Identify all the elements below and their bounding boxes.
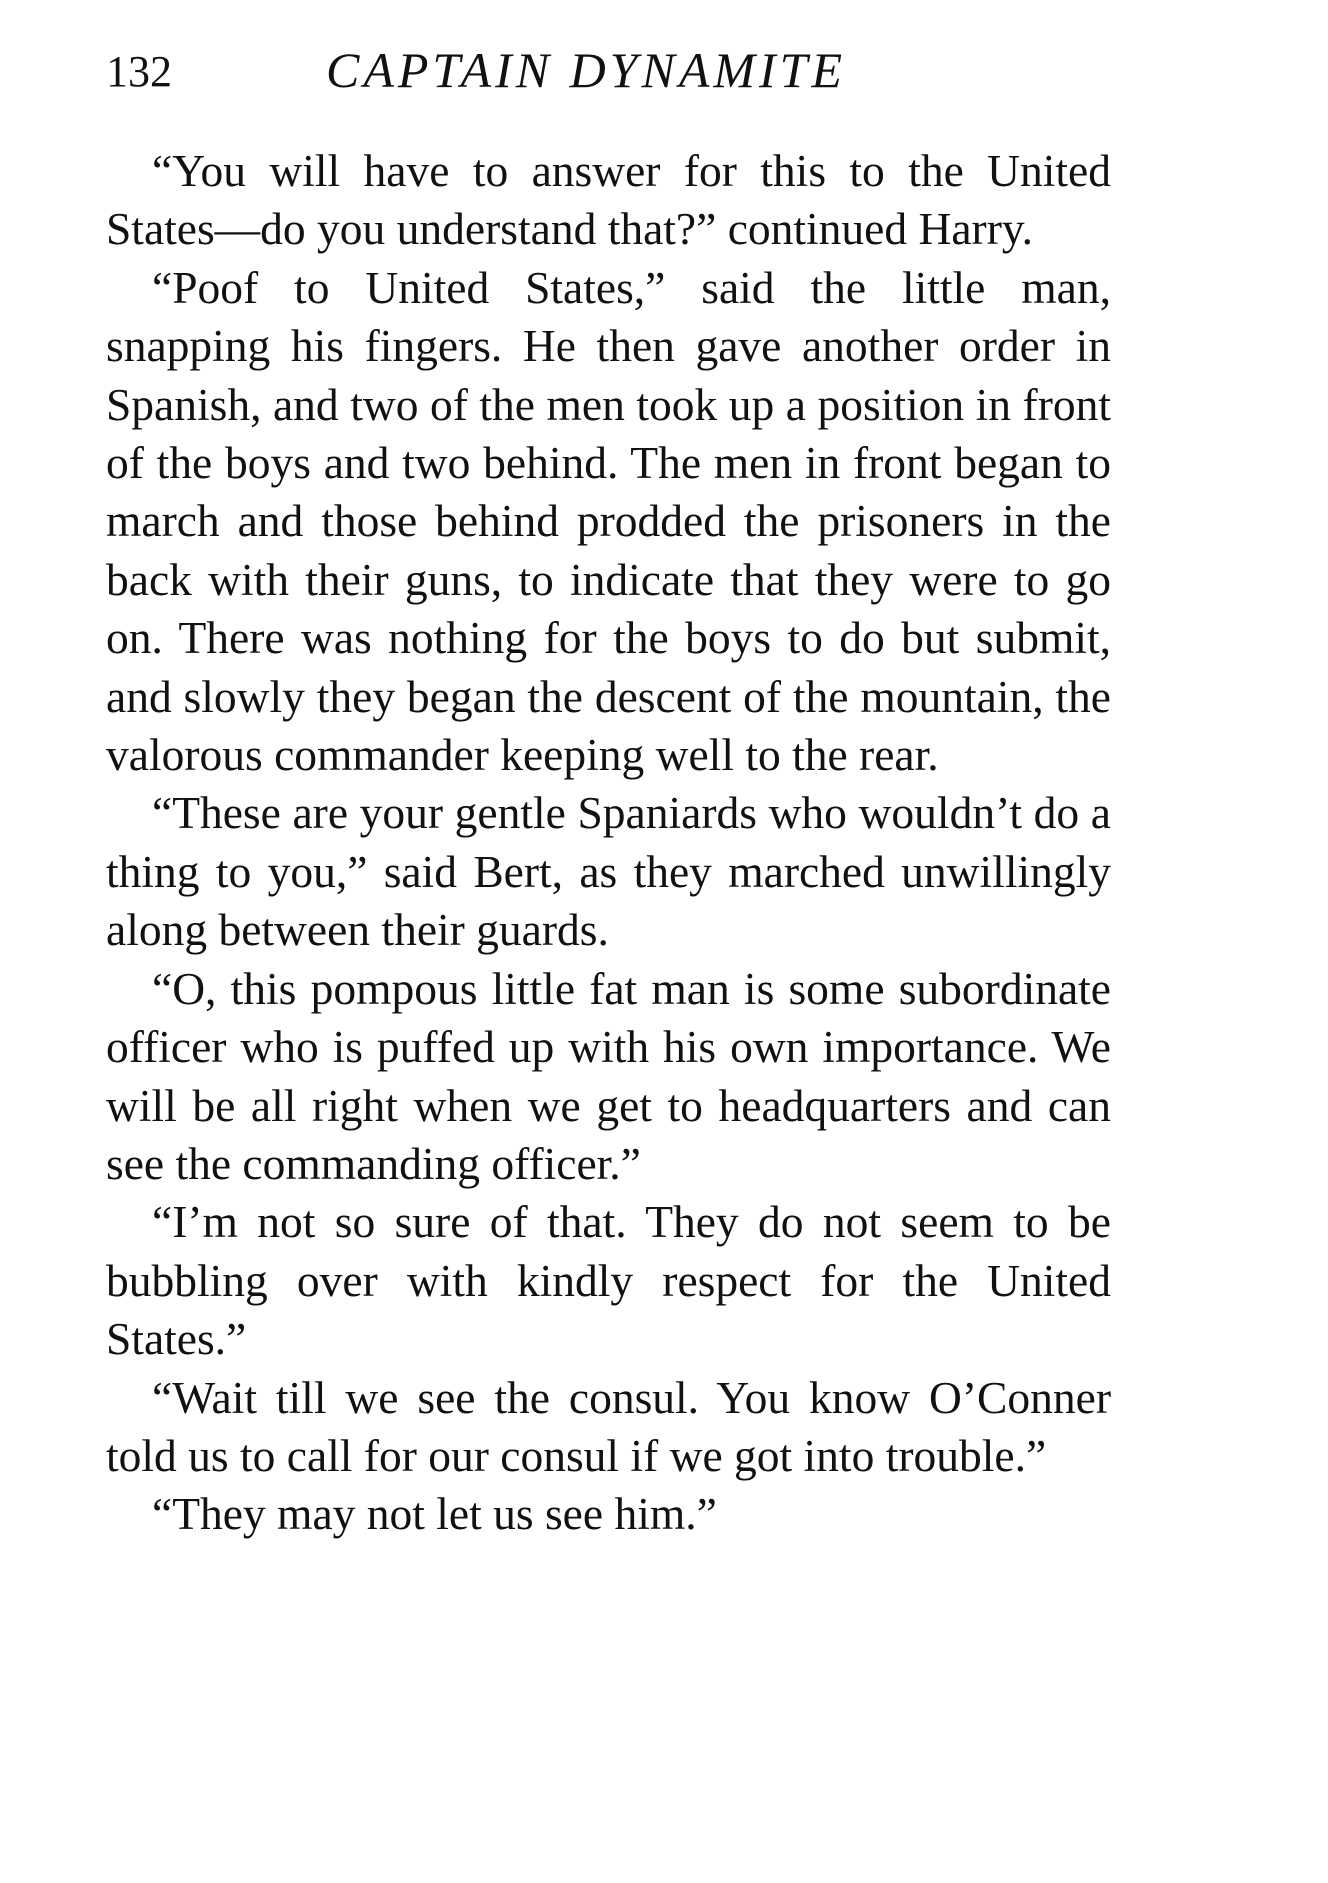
- paragraph: “These are your gentle Spaniards who wouldn’t do a thing to you,” said Bert, as they marched unwillingly along between their guards.: [106, 787, 1111, 956]
- paragraph: “Poof to United States,” said the little man, snapping his fingers. He then gave another order in Spanish, and two of the men took up a position in front of the boys and two behind. The men in front began to march and those behind prodded the prisoners in the back with their guns, to indicate that they were to go on. There was nothing for the boys to do but submit, and slowly they began the descent of the mountain, the valorous commander keeping well to the rear.: [106, 261, 1111, 781]
- running-title: CAPTAIN DYNAMITE: [326, 42, 847, 98]
- paragraph: “You will have to answer for this to the United States—do you understand that?” continued Harry.: [106, 145, 1111, 255]
- page-number: 132: [106, 47, 172, 96]
- page-header: [106, 38, 1111, 108]
- paragraph: “I’m not so sure of that. They do not seem to be bubbling over with kindly respect for the United States.”: [106, 1196, 1111, 1365]
- body-text: [106, 142, 1111, 1544]
- paragraph: “They may not let us see him.”: [152, 1488, 717, 1540]
- paragraph: “O, this pompous little fat man is some subordinate officer who is puffed up with his own importance. We will be all right when we get to headquarters and can see the commanding officer.”: [106, 962, 1111, 1189]
- paragraph: “Wait till we see the consul. You know O’Conner told us to call for our consul if we got into trouble.”: [106, 1371, 1111, 1481]
